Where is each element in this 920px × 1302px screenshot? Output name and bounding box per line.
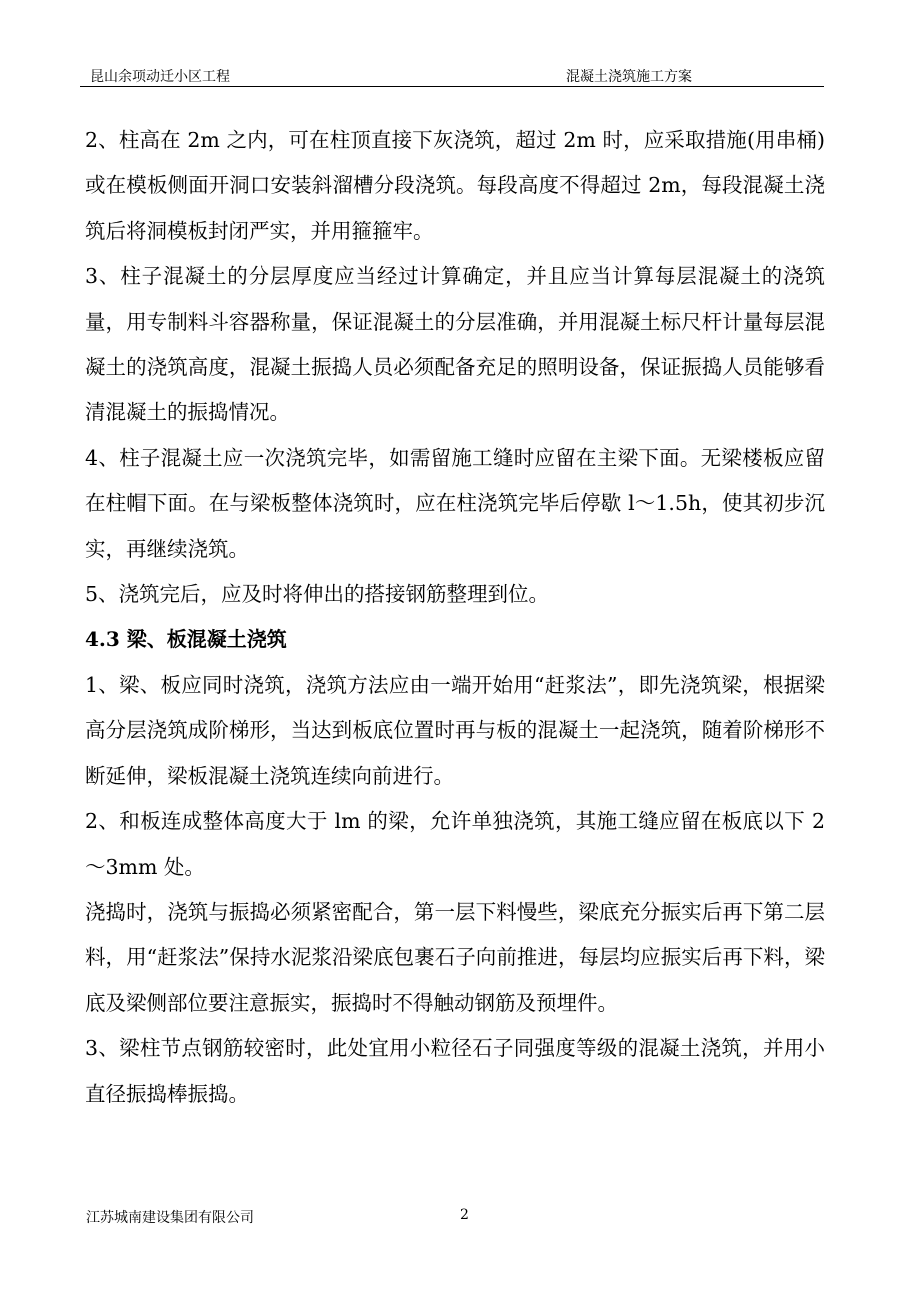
paragraph-single-pour: 4、柱子混凝土应一次浇筑完毕，如需留施工缝时应留在主梁下面。无梁楼板应留在柱帽下面。在与梁板整体浇筑时，应在柱浇筑完毕后停歇 l～1.5h，使其初步沉实，再继续浇筑。	[85, 445, 825, 561]
footer-company: 江苏城南建设集团有限公司	[86, 1210, 254, 1226]
paragraph-joint-concrete: 3、梁柱节点钢筋较密时，此处宜用小粒径石子同强度等级的混凝土浇筑，并用小直径振捣棒振捣。	[85, 1036, 825, 1106]
paragraph-beam-separate-pour: 2、和板连成整体高度大于 lm 的梁，允许单独浇筑，其施工缝应留在板底以下 2～3mm 处。	[85, 809, 825, 879]
page-header	[80, 62, 824, 87]
paragraph-column-height: 2、柱高在 2m 之内，可在柱顶直接下灰浇筑，超过 2m 时，应采取措施(用串桶)或在模板侧面开洞口安装斜溜槽分段浇筑。每段高度不得超过 2m，每段混凝土浇筑后将洞模板封闭严实，并用箍箍牢。	[85, 128, 825, 243]
header-project-name: 昆山余项动迁小区工程	[90, 69, 230, 85]
section-heading: 4.3 梁、板混凝土浇筑	[85, 627, 287, 652]
paragraph-layer-thickness: 3、柱子混凝土的分层厚度应当经过计算确定，并且应当计算每层混凝土的浇筑量，用专制料斗容器称量，保证混凝土的分层准确，并用混凝土标尺杆计量每层混凝土的浇筑高度，混凝土振捣人员必须配备充足的照明设备，保证振捣人员能够看清混凝土的振捣情况。	[85, 264, 825, 425]
document-body	[85, 118, 825, 1117]
paragraph-rebar-arrangement: 5、浇筑完后，应及时将伸出的搭接钢筋整理到位。	[85, 582, 550, 607]
paragraph-vibration: 浇捣时，浇筑与振捣必须紧密配合，第一层下料慢些，梁底充分振实后再下第二层料，用“赶浆法”保持水泥浆沿梁底包裹石子向前推进，每层均应振实后再下料，梁底及梁侧部位要注意振实，振捣时不得触动钢筋及预埋件。	[85, 899, 825, 1015]
page-number: 2	[460, 1207, 469, 1223]
paragraph-beam-slab-method: 1、梁、板应同时浇筑，浇筑方法应由一端开始用“赶浆法”，即先浇筑梁，根据梁高分层浇筑成阶梯形，当达到板底位置时再与板的混凝土一起浇筑，随着阶梯形不断延伸，梁板混凝土浇筑连续向前进行。	[85, 672, 825, 788]
header-document-title: 混凝土浇筑施工方案	[566, 69, 692, 85]
